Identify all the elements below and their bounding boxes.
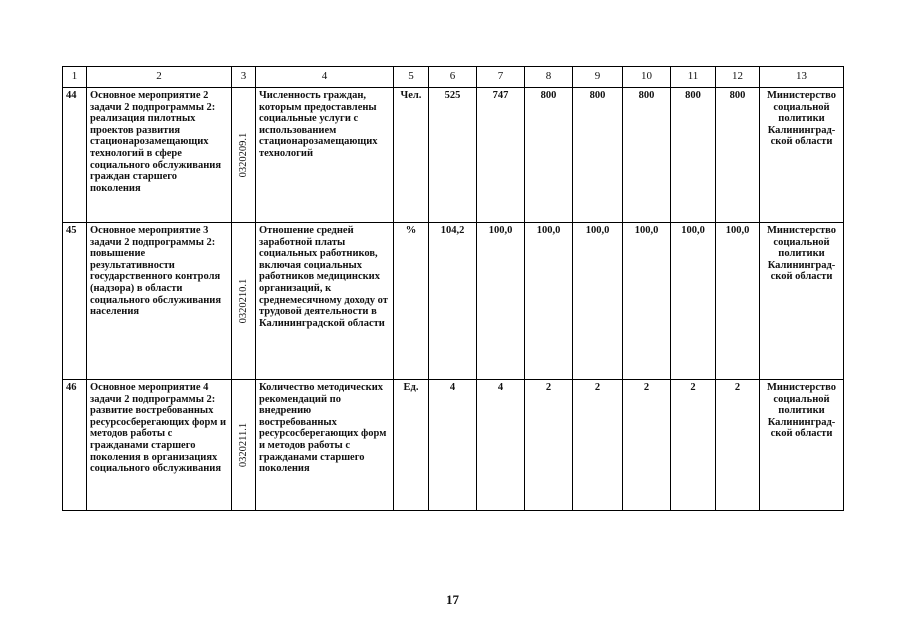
code-text: 0320209.1 [237, 132, 249, 178]
indicator-cell: Отношение средней заработной платы социальных работников, включая социальных работников медицинских организаций, к среднемесячному доходу от трудовой деятельности в Калининградской области [256, 223, 394, 380]
responsible-cell: Министерство социальной политики Калининград-ской области [760, 88, 844, 223]
row-number: 44 [63, 88, 87, 223]
header-cell: 8 [525, 67, 573, 88]
value-cell: 800 [573, 88, 623, 223]
table-header-row [63, 67, 844, 88]
value-cell: 2 [525, 380, 573, 511]
header-cell: 7 [477, 67, 525, 88]
code-text: 0320210.1 [237, 278, 249, 324]
value-cell: 747 [477, 88, 525, 223]
header-cell: 3 [232, 67, 256, 88]
page-number: 17 [446, 592, 459, 607]
value-cell: 100,0 [623, 223, 671, 380]
indicator-cell: Численность граждан, которым предоставлены социальные услуги с использованием стационарозамещающих технологий [256, 88, 394, 223]
value-cell: 104,2 [429, 223, 477, 380]
value-cell: 100,0 [477, 223, 525, 380]
row-number: 45 [63, 223, 87, 380]
value-cell: 4 [477, 380, 525, 511]
header-cell: 12 [716, 67, 760, 88]
header-cell: 9 [573, 67, 623, 88]
value-cell: 800 [716, 88, 760, 223]
responsible-cell: Министерство социальной политики Калининград-ской области [760, 380, 844, 511]
table-row [63, 223, 844, 380]
code-cell [232, 223, 256, 380]
unit-cell: % [394, 223, 429, 380]
table-row [63, 380, 844, 511]
header-cell: 5 [394, 67, 429, 88]
code-text: 0320211.1 [237, 422, 249, 468]
row-number: 46 [63, 380, 87, 511]
value-cell: 2 [716, 380, 760, 511]
header-cell: 11 [671, 67, 716, 88]
table-row [63, 88, 844, 223]
value-cell: 525 [429, 88, 477, 223]
unit-cell: Ед. [394, 380, 429, 511]
activity-cell: Основное мероприятие 4 задачи 2 подпрограммы 2: развитие востребованных ресурсосберегающих форм и методов работы с гражданами старшего поколения в организациях социального обслуживания [87, 380, 232, 511]
unit-cell: Чел. [394, 88, 429, 223]
value-cell: 2 [671, 380, 716, 511]
value-cell: 2 [573, 380, 623, 511]
header-cell: 10 [623, 67, 671, 88]
header-cell: 2 [87, 67, 232, 88]
value-cell: 100,0 [716, 223, 760, 380]
header-cell: 13 [760, 67, 844, 88]
value-cell: 2 [623, 380, 671, 511]
value-cell: 4 [429, 380, 477, 511]
value-cell: 100,0 [671, 223, 716, 380]
indicators-table [62, 66, 844, 511]
header-cell: 6 [429, 67, 477, 88]
code-cell [232, 88, 256, 223]
value-cell: 100,0 [525, 223, 573, 380]
value-cell: 800 [671, 88, 716, 223]
code-cell [232, 380, 256, 511]
activity-cell: Основное мероприятие 3 задачи 2 подпрограммы 2: повышение результативности государственного контроля (надзора) в области социального обслуживания населения [87, 223, 232, 380]
header-cell: 1 [63, 67, 87, 88]
header-cell: 4 [256, 67, 394, 88]
value-cell: 100,0 [573, 223, 623, 380]
indicator-cell: Количество методических рекомендаций по внедрению востребованных ресурсосберегающих форм и методов работы с гражданами старшего поколения [256, 380, 394, 511]
activity-cell: Основное мероприятие 2 задачи 2 подпрограммы 2: реализация пилотных проектов развития стационарозамещающих технологий в сфере социального обслуживания граждан старшего поколения [87, 88, 232, 223]
value-cell: 800 [623, 88, 671, 223]
responsible-cell: Министерство социальной политики Калининград-ской области [760, 223, 844, 380]
value-cell: 800 [525, 88, 573, 223]
